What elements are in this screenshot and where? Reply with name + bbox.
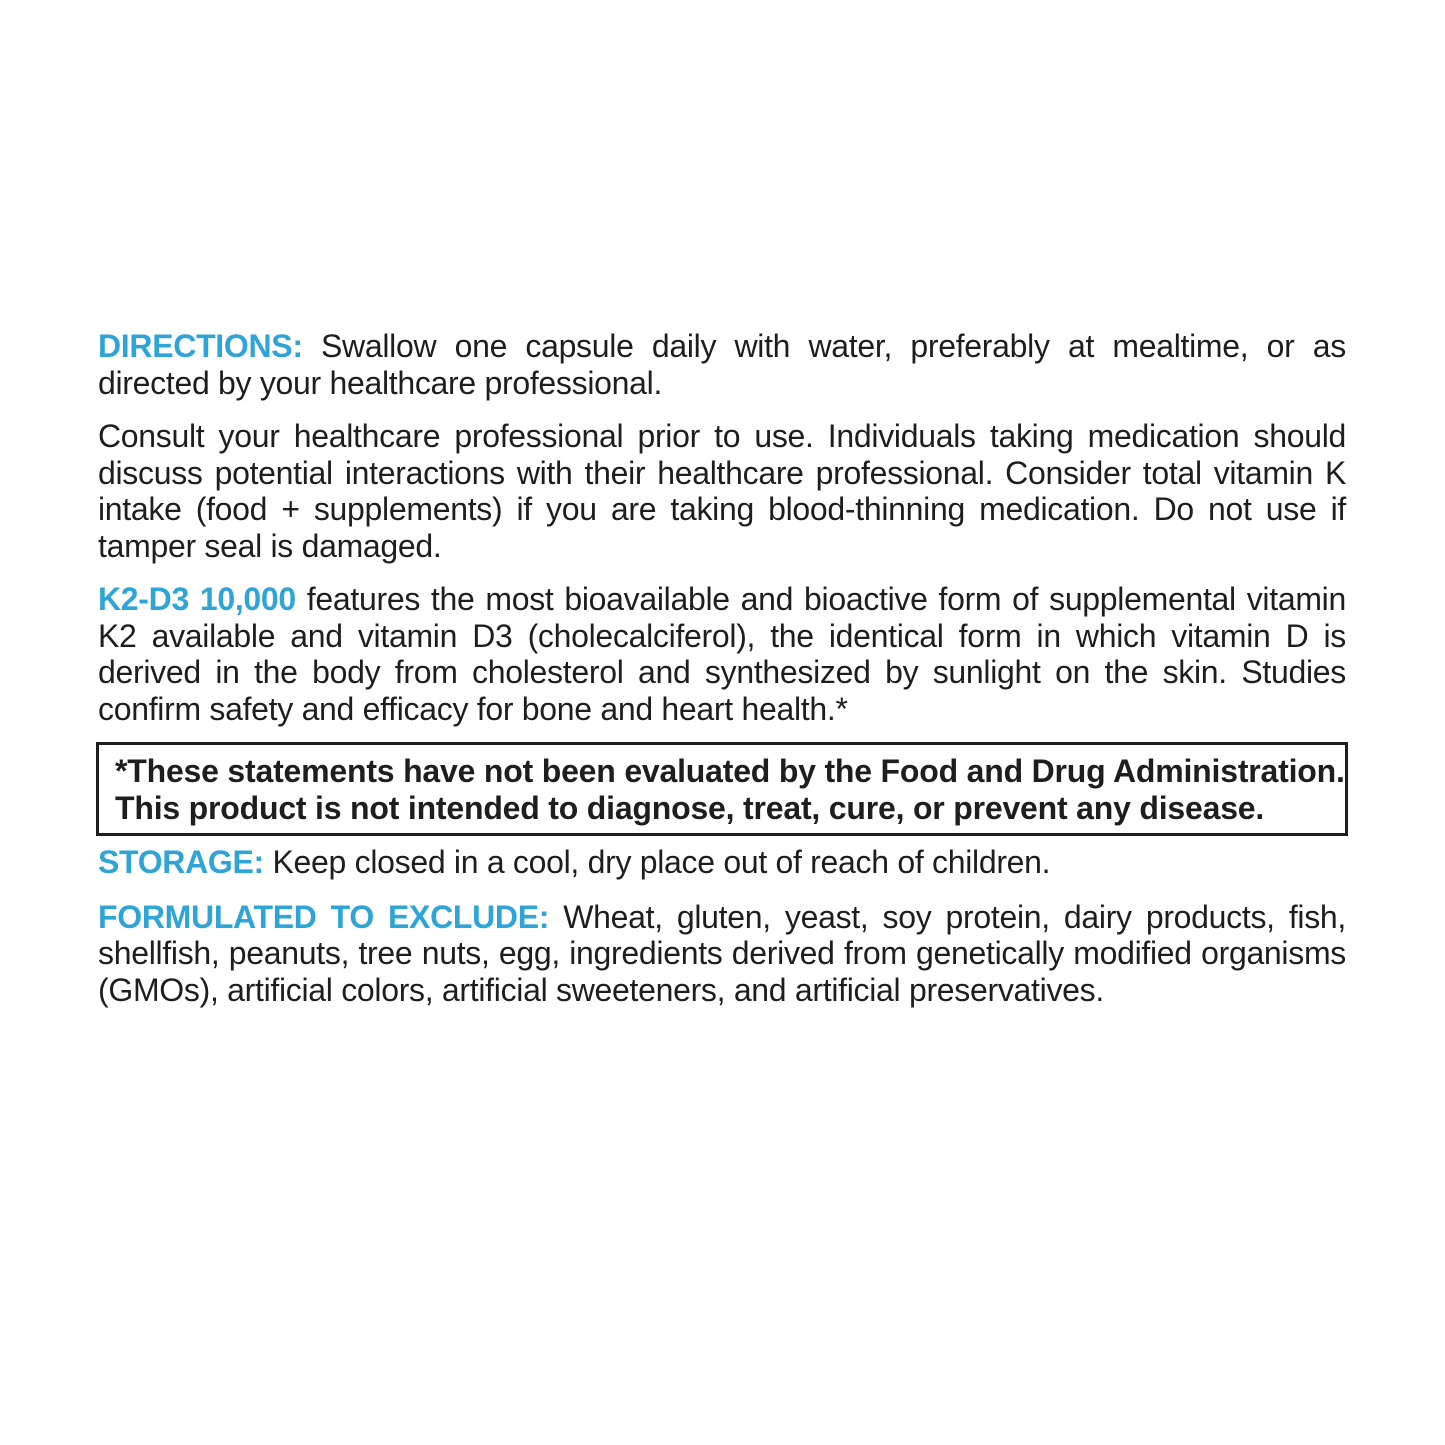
storage-paragraph	[98, 844, 1346, 881]
exclusions-paragraph	[98, 899, 1346, 1009]
directions-paragraph	[98, 328, 1346, 401]
exclusions-text: Wheat, gluten, yeast, soy protein, dairy products, fish, shellfish, peanuts, tree nuts, egg, ingredients derived from genetically modified organisms (GMOs), artificial colors, artificial sweeteners, and artificial preservatives.	[98, 898, 1347, 1008]
product-description-text: features the most bioavailable and bioactive form of supplemental vitamin K2 available and vitamin D3 (cholecalciferol), the identical form in which vitamin D is derived in the body from cholesterol and synthesized by sunlight on the skin. Studies confirm safety and efficacy for bone and heart health.*	[98, 581, 1346, 727]
caution-paragraph: Consult your healthcare professional prior to use. Individuals taking medication should discuss potential interactions with their healthcare professional. Consider total vitamin K intake (food + supplements) if you are taking blood-thinning medication. Do not use if tamper seal is damaged.	[98, 418, 1346, 564]
fda-disclaimer-line-1: *These statements have not been evaluated by the Food and Drug Administration.	[115, 753, 1345, 789]
storage-heading: STORAGE:	[98, 844, 264, 880]
product-description-paragraph	[98, 581, 1346, 727]
exclusions-heading: FORMULATED TO EXCLUDE:	[98, 898, 550, 935]
product-name: K2-D3 10,000	[98, 581, 296, 617]
label-text-panel	[98, 328, 1346, 1024]
storage-text: Keep closed in a cool, dry place out of reach of children.	[263, 844, 1051, 880]
fda-disclaimer-box	[96, 742, 1348, 836]
directions-text: Swallow one capsule daily with water, preferably at mealtime, or as directed by your healthcare professional.	[98, 328, 1346, 401]
directions-heading: DIRECTIONS:	[98, 328, 303, 364]
fda-disclaimer-line-2: This product is not intended to diagnose, treat, cure, or prevent any disease.	[115, 789, 1265, 826]
